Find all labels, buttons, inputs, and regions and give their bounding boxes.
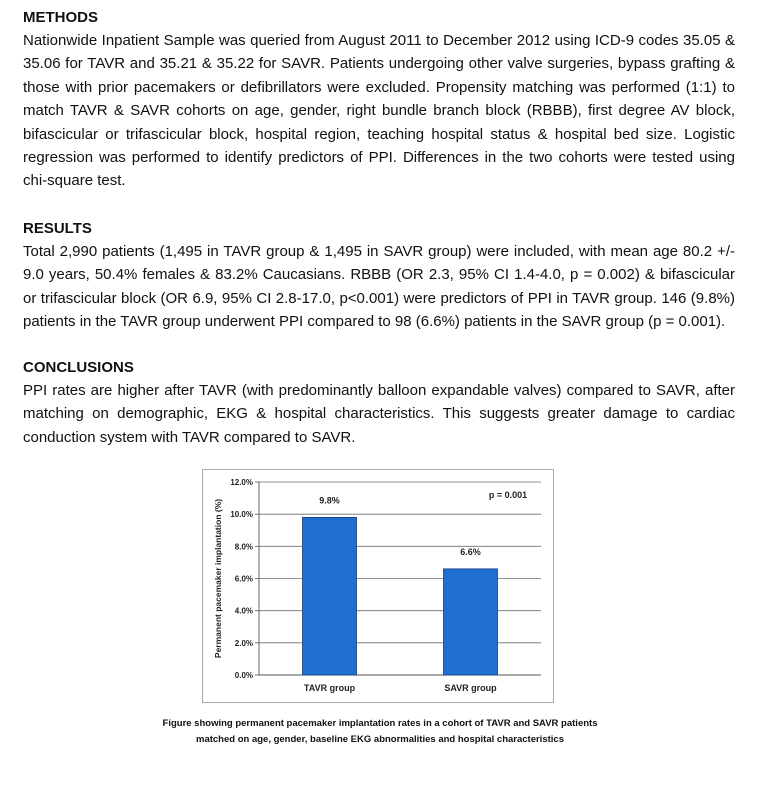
category-label-2: SAVR group [444,683,497,693]
conclusions-heading: CONCLUSIONS [23,359,134,376]
data-label-1: 9.8% [319,495,340,506]
y-tick-label: 10.0% [230,510,253,520]
figure-caption [140,716,620,748]
y-tick-label: 6.0% [234,574,253,584]
y-tick-label: 2.0% [234,638,253,648]
category-label-1: TAVR group [303,683,356,693]
y-axis-label: Permanent pacemaker implantation (%) [213,498,223,659]
caption-line-2: matched on age, gender, baseline EKG abnormalities and hospital characteristics [196,734,564,745]
methods-section [23,6,735,193]
y-tick-label: 8.0% [234,542,253,552]
conclusions-text: PPI rates are higher after TAVR (with predominantly balloon expandable valves) compared to SAVR, after matching on demographic, EKG & hospital characteristics. This suggests greater damage to cardiac conduction system with TAVR compared to SAVR. [23,382,735,446]
conclusions-section [23,356,735,449]
results-heading: RESULTS [23,220,92,237]
y-tick-label: 4.0% [234,606,253,616]
results-section [23,217,735,334]
results-text: Total 2,990 patients (1,495 in TAVR group & 1,495 in SAVR group) were included, with mean age 80.2 +/- 9.0 years, 50.4% females & 83.2% Caucasians. RBBB (OR 2.3, 95% CI 1.4-4.0, p = 0.002) & bifascicular or trifascicular block (OR 6.9, 95% CI 2.8-17.0, p<0.001) were predictors of PPI in TAVR group. 146 (9.8%) patients in the TAVR group underwent PPI compared to 98 (6.6%) patients in the SAVR group (p = 0.001). [23,243,735,331]
p-value-annotation: p = 0.001 [488,490,528,500]
methods-text: Nationwide Inpatient Sample was queried from August 2011 to December 2012 using ICD-9 codes 35.05 & 35.06 for TAVR and 35.21 & 35.22 for SAVR. Patients undergoing other valve surgeries, bypass grafting & those with prior pacemakers or defibrillators were excluded. Propensity matching was performed (1:1) to match TAVR & SAVR cohorts on age, gender, right bundle branch block (RBBB), first degree AV block, bifascicular or trifascicular block, hospital region, teaching hospital status & hospital bed size. Logistic regression was performed to identify predictors of PPI. Differences in the two cohorts were tested using chi-square test. [23,32,735,190]
bar-2 [444,569,498,675]
caption-line-1: Figure showing permanent pacemaker implantation rates in a cohort of TAVR and SAVR patients [162,718,598,729]
y-tick-label: 0.0% [234,671,253,680]
bar-1 [303,517,357,675]
methods-heading: METHODS [23,9,98,26]
bar-chart [203,470,553,702]
data-label-2: 6.6% [460,546,481,557]
figure-box [202,469,554,703]
y-tick-label: 12.0% [230,478,253,487]
